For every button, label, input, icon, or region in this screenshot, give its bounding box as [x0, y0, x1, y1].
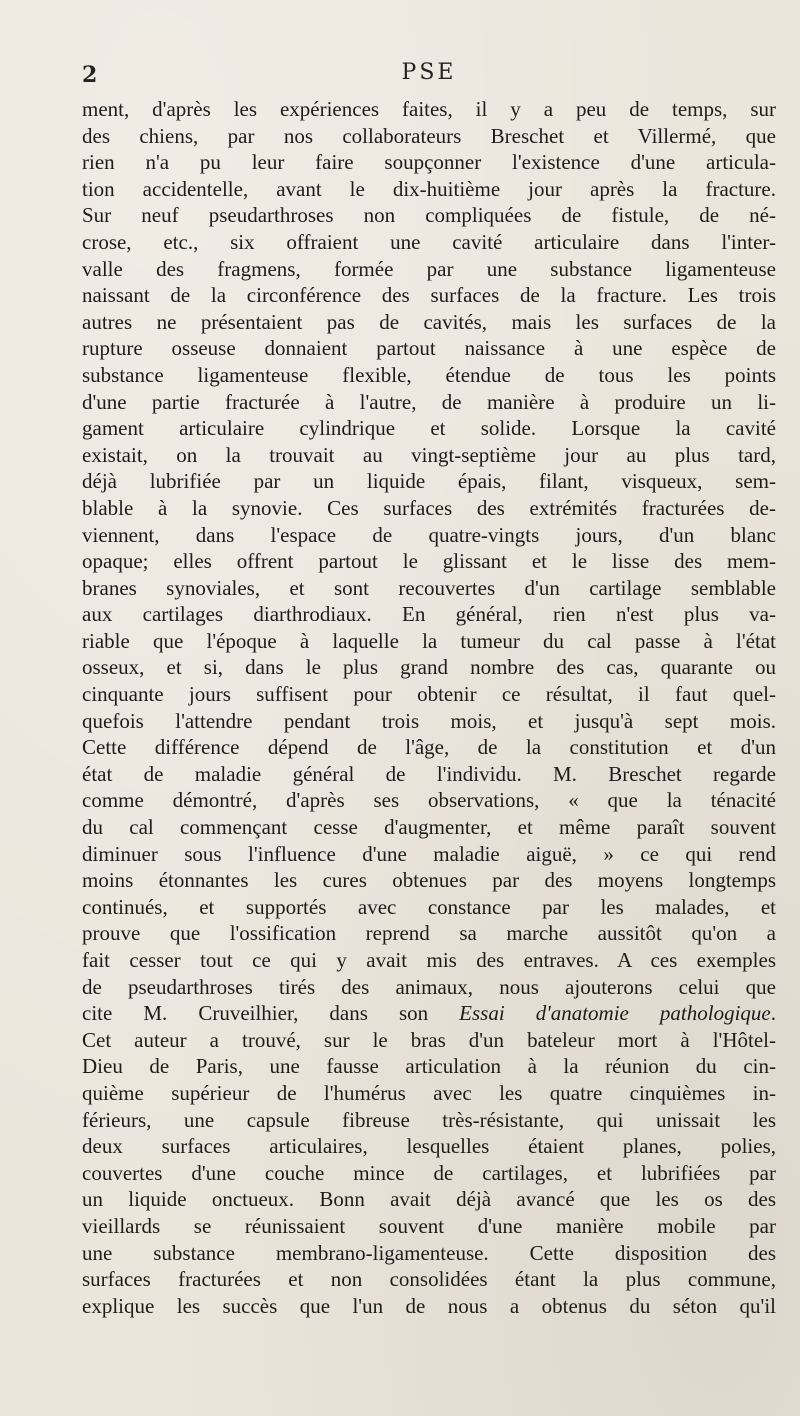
page-header: [82, 60, 776, 92]
text-line: tion accidentelle, avant le dix-huitième jour après la fracture.: [82, 176, 776, 201]
text-segment: .: [770, 1001, 776, 1026]
text-line: quefois l'attendre pendant trois mois, et jusqu'à sept mois.: [82, 708, 776, 733]
text-line: osseux, et si, dans le plus grand nombre des cas, quarante ou: [82, 655, 776, 680]
text-line: diminuer sous l'influence d'une maladie aiguë, » ce qui rend: [82, 841, 776, 866]
text-line: férieurs, une capsule fibreuse très-résistante, qui unissait les: [82, 1107, 776, 1132]
text-line-with-italic: [82, 1000, 776, 1027]
text-segment: cite M. Cruveilhier, dans son: [82, 1001, 460, 1026]
text-line: déjà lubrifiée par un liquide épais, filant, visqueux, sem-: [82, 469, 776, 494]
book-title-italic: Essai d'anatomie pathologique: [459, 1001, 771, 1026]
text-line: couvertes d'une couche mince de cartilages, et lubrifiées par: [82, 1160, 776, 1185]
text-line: existait, on la trouvait au vingt-septième jour au plus tard,: [82, 442, 776, 467]
text-line: comme démontré, d'après ses observations, « que la ténacité: [82, 788, 776, 813]
text-line: ment, d'après les expériences faites, il y a peu de temps, sur: [82, 97, 776, 121]
text-line: un liquide onctueux. Bonn avait déjà avancé que les os des: [82, 1187, 776, 1212]
text-line: du cal commençant cesse d'augmenter, et même paraît souvent: [82, 815, 776, 840]
text-line: quième supérieur de l'humérus avec les quatre cinquièmes in-: [82, 1080, 776, 1105]
text-line: Cette différence dépend de l'âge, de la constitution et d'un: [82, 735, 776, 760]
text-line: branes synoviales, et sont recouvertes d'un cartilage semblable: [82, 575, 776, 600]
text-line: aux cartilages diarthrodiaux. En général, rien n'est plus va-: [82, 602, 776, 627]
text-line: fait cesser tout ce qui y avait mis des entraves. A ces exemples: [82, 948, 776, 972]
text-line: substance ligamenteuse flexible, étendue de tous les points: [82, 362, 776, 387]
text-line: rien n'a pu leur faire soupçonner l'existence d'une articula-: [82, 150, 776, 175]
text-line: naissant de la circonférence des surfaces de la fracture. Les trois: [82, 283, 776, 308]
text-line: valle des fragmens, formée par une substance ligamenteuse: [82, 256, 776, 281]
text-line: Dieu de Paris, une fausse articulation à la réunion du cin-: [82, 1054, 776, 1079]
text-line: de pseudarthroses tirés des animaux, nous ajouterons celui que: [82, 974, 776, 999]
text-line: une substance membrano-ligamenteuse. Cette disposition des: [82, 1240, 776, 1265]
text-line: gament articulaire cylindrique et solide. Lorsque la cavité: [82, 416, 776, 441]
text-line: blable à la synovie. Ces surfaces des extrémités fracturées de-: [82, 495, 776, 520]
text-line: continués, et supportés avec constance par les malades, et: [82, 894, 776, 919]
text-line: des chiens, par nos collaborateurs Breschet et Villermé, que: [82, 123, 776, 148]
text-line: état de maladie général de l'individu. M. Breschet regarde: [82, 761, 776, 786]
text-line: Sur neuf pseudarthroses non compliquées de fistule, de né-: [82, 203, 776, 228]
text-line: autres ne présentaient pas de cavités, mais les surfaces de la: [82, 309, 776, 334]
text-line: explique les succès que l'un de nous a obtenus du séton qu'il: [82, 1293, 776, 1318]
running-head: PSE: [401, 60, 457, 85]
body-text: [82, 96, 776, 1319]
text-line: moins étonnantes les cures obtenues par des moyens longtemps: [82, 868, 776, 893]
text-line: deux surfaces articulaires, lesquelles étaient planes, polies,: [82, 1134, 776, 1159]
text-line: d'une partie fracturée à l'autre, de manière à produire un li-: [82, 389, 776, 414]
text-line: opaque; elles offrent partout le glissant et le lisse des mem-: [82, 549, 776, 574]
text-line: prouve que l'ossification reprend sa marche aussitôt qu'on a: [82, 921, 776, 946]
text-line: surfaces fracturées et non consolidées étant la plus commune,: [82, 1267, 776, 1292]
text-line: viennent, dans l'espace de quatre-vingts jours, d'un blanc: [82, 522, 776, 547]
text-line: vieillards se réunissaient souvent d'une manière mobile par: [82, 1213, 776, 1238]
text-line: Cet auteur a trouvé, sur le bras d'un bateleur mort à l'Hôtel-: [82, 1027, 776, 1052]
text-line: rupture osseuse donnaient partout naissance à une espèce de: [82, 336, 776, 361]
text-line: cinquante jours suffisent pour obtenir ce résultat, il faut quel-: [82, 682, 776, 707]
text-line: crose, etc., six offraient une cavité articulaire dans l'inter-: [82, 229, 776, 254]
text-line: riable que l'époque à laquelle la tumeur du cal passe à l'état: [82, 628, 776, 653]
page-number: 2: [82, 62, 98, 88]
